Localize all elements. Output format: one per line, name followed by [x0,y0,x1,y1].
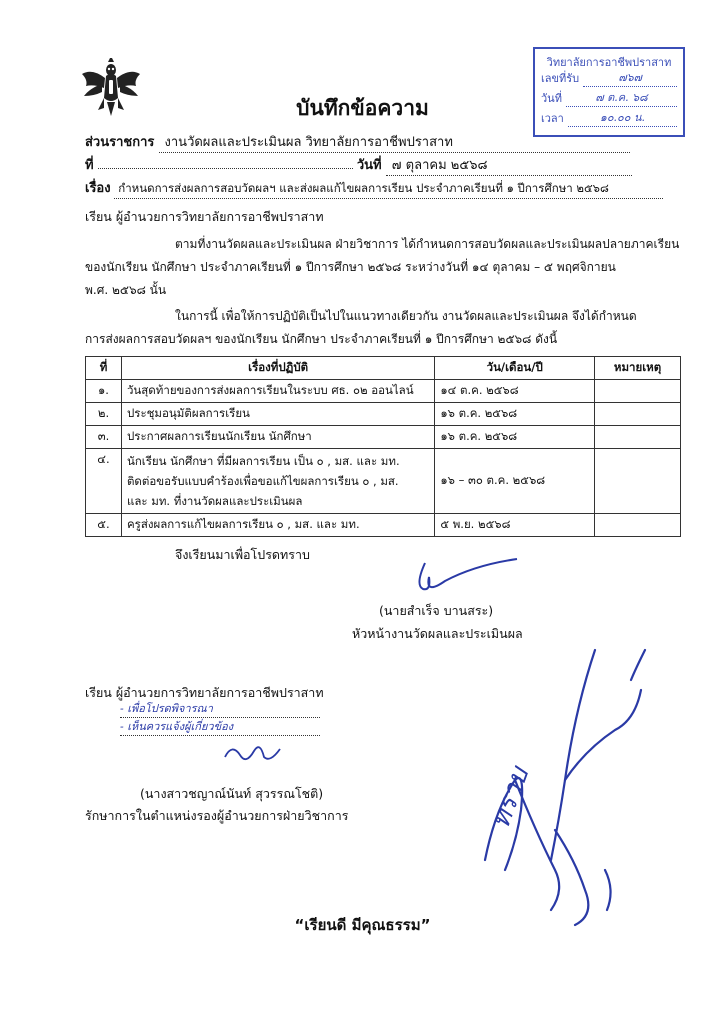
column-header: วัน/เดือน/ปี [435,357,595,380]
table-header-row [86,357,681,380]
subject-value: กำหนดการส่งผลการสอบวัดผลฯ และส่งผลแก้ไขผลการเรียน ประจำภาคเรียนที่ ๑ ปีการศึกษา ๒๕๖๘ [114,180,663,199]
forward-note-2: - เห็นควรแจ้งผู้เกี่ยวข้อง [120,717,320,736]
agency-label: ส่วนราชการ [85,135,155,150]
row-task-line: นักเรียน นักศึกษา ที่มีผลการเรียน เป็น ๐ , มส. และ มท. [126,454,400,468]
table-row [86,449,681,514]
row-date: ๑๔ ต.ค. ๒๕๖๘ [435,380,595,403]
stamp-value: ๗ ต.ค. ๖๘ [566,88,677,107]
paragraph-line: ตามที่งานวัดผลและประเมินผล ฝ่ายวิชาการ ได้กำหนดการสอบวัดผลและประเมินผลปลายภาคเรียน [175,237,680,251]
ref-label: ที่ [85,158,94,173]
stamp-org: วิทยาลัยการอาชีพปราสาท [546,56,672,69]
ref-date-line [85,154,632,176]
row-note [595,426,681,449]
paragraph-line: การส่งผลการสอบวัดผลฯ ของนักเรียน นักศึกษา ประจำภาคเรียนที่ ๑ ปีการศึกษา ๒๕๖๘ ดังนี้ [85,332,558,346]
row-number: ๑. [86,380,122,403]
paragraph-line: ของนักเรียน นักศึกษา ประจำภาคเรียนที่ ๑ ปีการศึกษา ๒๕๖๘ ระหว่างวันที่ ๑๔ ตุลาคม – ๕ พฤศจิกายน [85,260,616,274]
stamp-value: ๑๐.๐๐ น. [568,108,677,127]
row-note [595,380,681,403]
signer-2-name: (นางสาวชญาณ์นันท์ สุวรรณโชติ) [140,786,324,801]
stamp-row [541,67,677,87]
stamp-label: เวลา [541,112,564,125]
date-label: วันที่ [356,158,382,173]
table-row [86,426,681,449]
row-date: ๑๖ – ๓๐ ต.ค. ๒๕๖๘ [435,449,595,514]
row-number: ๒. [86,403,122,426]
row-date: ๕ พ.ย. ๒๕๖๘ [435,514,595,537]
stamp-value: ๗๖๗ [583,68,677,87]
row-note [595,403,681,426]
schedule-table [85,356,681,537]
salutation: เรียน ผู้อำนวยการวิทยาลัยการอาชีพปราสาท [85,209,324,224]
signature-1-icon [385,555,525,605]
stamp-label: เลขที่รับ [541,72,580,85]
stamp-label: วันที่ [541,92,562,105]
table-row [86,380,681,403]
motto: “เรียนดี มีคุณธรรม” [294,916,431,934]
signer-1-name: (นายสำเร็จ บานสระ) [379,603,494,618]
subject-label: เรื่อง [85,181,111,196]
row-task-line: ติดต่อขอรับแบบคำร้องเพื่อขอแก้ไขผลการเรียน ๐ , มส. [126,474,399,488]
row-number: ๕. [86,514,122,537]
paragraph-line: ในการนี้ เพื่อให้การปฏิบัติเป็นไปในแนวทางเดียวกัน งานวัดผลและประเมินผล จึงได้กำหนด [175,309,637,323]
row-task-line: และ มท. ที่งานวัดผลและประเมินผล [126,494,303,508]
forward-salutation: เรียน ผู้อำนวยการวิทยาลัยการอาชีพปราสาท [85,685,324,700]
column-header: หมายเหตุ [595,357,681,380]
column-header: ที่ [86,357,122,380]
row-date: ๑๖ ต.ค. ๒๕๖๘ [435,426,595,449]
agency-value: งานวัดผลและประเมินผล วิทยาลัยการอาชีพปราสาท [159,131,630,153]
ref-value [98,168,353,169]
row-number: ๓. [86,426,122,449]
row-date: ๑๖ ต.ค. ๒๕๖๘ [435,403,595,426]
date-value: ๗ ตุลาคม ๒๕๖๘ [386,154,632,176]
subject-line [85,177,663,199]
row-note [595,449,681,514]
forward-note-1: - เพื่อโปรดพิจารณา [120,699,320,718]
table-row [86,514,681,537]
paragraph-line: พ.ศ. ๒๕๖๘ นั้น [85,283,167,297]
closing-text: จึงเรียนมาเพื่อโปรดทราบ [175,547,310,562]
director-signature-icon [455,630,655,930]
row-task: ครูส่งผลการแก้ไขผลการเรียน ๐ , มส. และ มท. [121,514,434,537]
row-task [121,449,434,514]
table-row [86,403,681,426]
agency-line [85,131,630,153]
signature-2-icon [220,735,290,770]
approval-note: ทราบ [485,763,536,833]
signer-1-position: หัวหน้างานวัดผลและประเมินผล [352,626,523,641]
column-header: เรื่องที่ปฏิบัติ [121,357,434,380]
row-task: วันสุดท้ายของการส่งผลการเรียนในระบบ ศธ. ๐๒ ออนไลน์ [121,380,434,403]
row-number: ๔. [86,449,122,514]
signer-2-position: รักษาการในตำแหน่งรองผู้อำนวยการฝ่ายวิชาการ [85,808,349,823]
row-note [595,514,681,537]
row-task: ประกาศผลการเรียนนักเรียน นักศึกษา [121,426,434,449]
row-task: ประชุมอนุมัติผลการเรียน [121,403,434,426]
memo-title: บันทึกข้อความ [296,96,429,120]
